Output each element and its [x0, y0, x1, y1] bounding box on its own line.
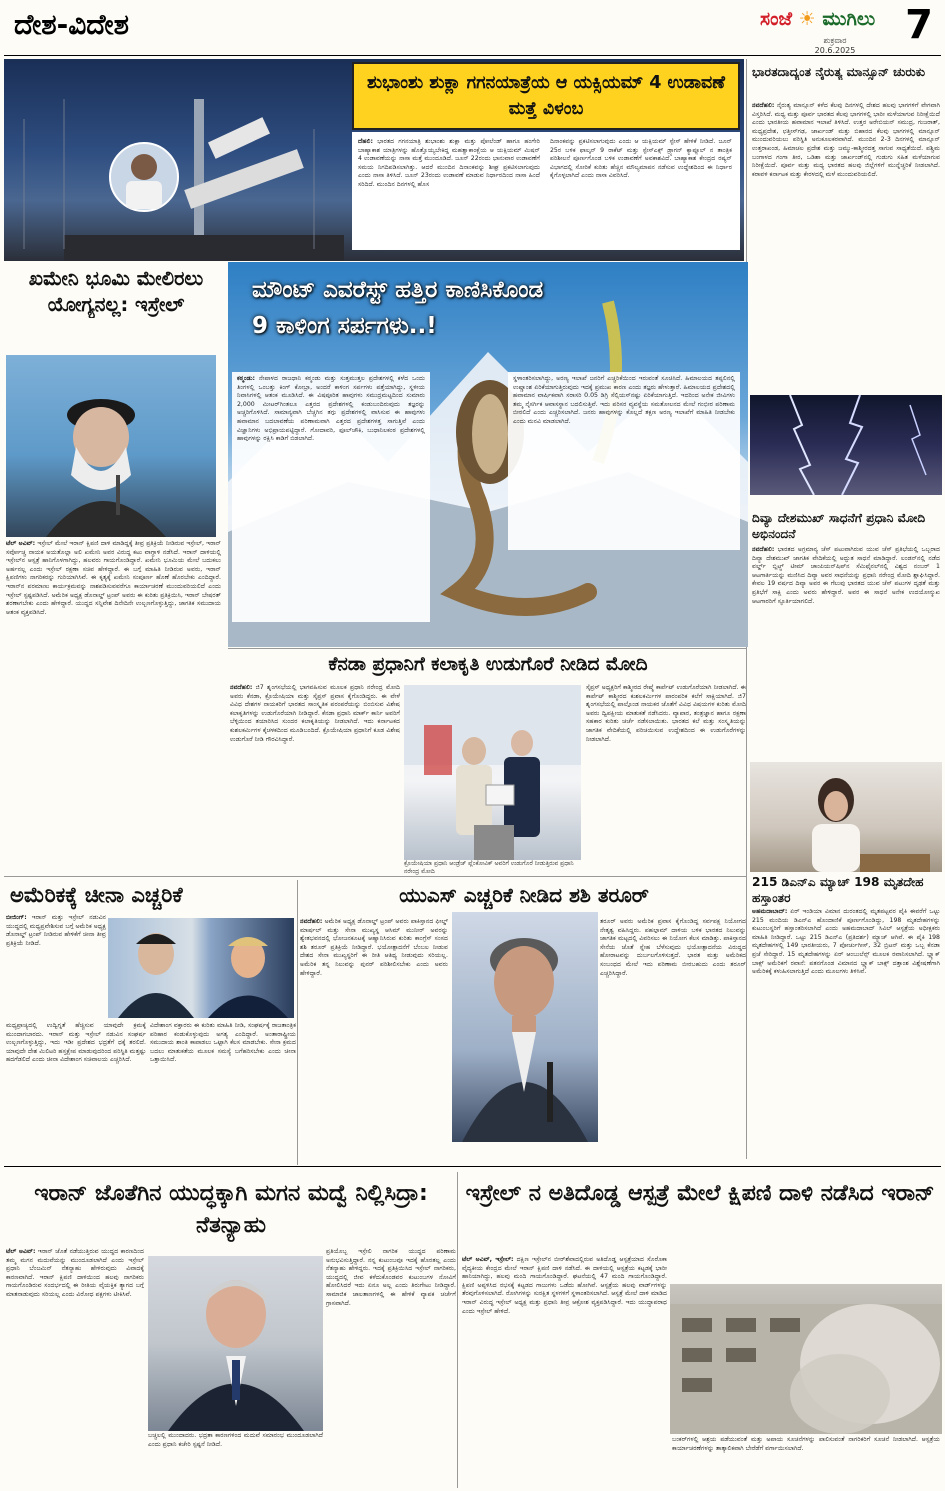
- netanyahu-illustration: [148, 1256, 323, 1431]
- divya-headline: ದಿವ್ಯಾ ದೇಶಮುಖ್ ಸಾಧನೆಗೆ ಪ್ರಧಾನಿ ಮೋದಿ ಅಭಿನಂದನೆ: [752, 511, 926, 541]
- masthead-logo: [760, 8, 905, 34]
- china-body-col1: ಮಧ್ಯಪ್ರಾಚ್ಯದಲ್ಲಿ ಉದ್ವಿಗ್ನತೆ ಹೆಚ್ಚಿಸುವ ಯಾವುದೇ ಕ್ರಮಕ್ಕೆ ಮುಂದಾಗಬಾರದು. ಇರಾನ್ ಮತ್ತು ಇಸ್ರೇಲ್ ನಡುವಿನ ಸಂಘರ್ಷ ಉಲ್ಬಣಗೊಳ್ಳುತ್ತಿದ್ದು, ಇದು ಇಡೀ ಪ್ರದೇಶದ ಭದ್ರತೆಗೆ ಧಕ್ಕೆ ತರಲಿದೆ. ಯಾವುದೇ ದೇಶ ಮಿಲಿಟರಿ ಹಸ್ತಕ್ಷೇಪ ಮಾಡುವುದರಿಂದ ಪರಿಸ್ಥಿತಿ ಮತ್ತಷ್ಟು ಹದಗೆಡಲಿದೆ ಎಂದು ಚೀನಾ ವಿದೇಶಾಂಗ ಸಚಿವಾಲಯ ಎಚ್ಚರಿಸಿದೆ.: [6, 1022, 146, 1064]
- hospital-body-left: ಟೆಲ್ ಅವಿವ್, ಇಸ್ರೇಲ್: ದಕ್ಷಿಣ ಇಸ್ರೇಲ್‌ನ ಬೀರ್‌ಶೆವಾದಲ್ಲಿರುವ ಅತಿದೊಡ್ಡ ಆಸ್ಪತ್ರೆಯಾದ ಸೊರೊಕಾ ವೈದ್ಯಕೀಯ ಕೇಂದ್ರದ ಮೇಲೆ ಇರಾನ್ ಕ್ಷಿಪಣಿ ದಾಳಿ ನಡೆಸಿದೆ. ಈ ದಾಳಿಯಲ್ಲಿ ಆಸ್ಪತ್ರೆಯ ಕಟ್ಟಡಕ್ಕೆ ಭಾರೀ ಹಾನಿಯಾಗಿದ್ದು, ಹಲವು ಮಂದಿ ಗಾಯಗೊಂಡಿದ್ದಾರೆ. ಘಟನೆಯಲ್ಲಿ 47 ಮಂದಿ ಗಾಯಗೊಂಡಿದ್ದಾರೆ. ಕ್ಷಿಪಣಿ ಅಪ್ಪಳಿಸಿದ ರಭಸಕ್ಕೆ ಕಟ್ಟಡದ ಗಾಜುಗಳು ಒಡೆದು ಹೋಗಿವೆ. ಆಸ್ಪತ್ರೆಯ ಹಲವು ವಾರ್ಡ್‌ಗಳನ್ನು ತೆರವುಗೊಳಿಸಲಾಗಿದೆ. ರೋಗಿಗಳನ್ನು ಸುರಕ್ಷಿತ ಸ್ಥಳಗಳಿಗೆ ಸ್ಥಳಾಂತರಿಸಲಾಗಿದೆ. ಆಸ್ಪತ್ರೆ ಮೇಲೆ ದಾಳಿ ಮಾಡಿದ ಇರಾನ್ ವಿರುದ್ಧ ಇಸ್ರೇಲ್ ಅಧ್ಯಕ್ಷ ಮತ್ತು ಪ್ರಧಾನಿ ತೀವ್ರ ಆಕ್ರೋಶ ವ್ಯಕ್ತಪಡಿಸಿದ್ದಾರೆ. ಇದು ಯುದ್ಧಾಪರಾಧ ಎಂದು ಇಸ್ರೇಲ್ ಹೇಳಿದೆ.: [462, 1256, 667, 1315]
- page-number: 7: [905, 2, 933, 48]
- logo-part1: ಸಂಜೆ: [760, 8, 793, 30]
- chess-player-photo: [750, 762, 942, 872]
- netanyahu-body-bottom: ಬಚ್ಚಲಲ್ಲಿ ಮುಂದಾದರು. ಭದ್ರತಾ ಕಾರಣಗಳಿಂದ ಮದುವೆ ಸಮಾರಂಭ ಮುಂದೂಡಲಾಗಿದೆ ಎಂದು ಪ್ರಧಾನಿ ಕಚೇರಿ ಸ್ಪಷ್ಟನೆ ನೀಡಿದೆ.: [148, 1432, 323, 1448]
- logo-part2: ಮುಗಿಲು: [822, 8, 876, 30]
- hospital-headline: ಇಸ್ರೇಲ್ ನ ಅತಿದೊಡ್ಡ ಆಸ್ಪತ್ರೆ ಮೇಲೆ ಕ್ಷಿಪಣಿ ದಾಳಿ ನಡೆಸಿದ ಇರಾನ್: [465, 1181, 935, 1206]
- divya-body: ನವದೆಹಲಿ: ಭಾರತದ ಅಗ್ರಮಾನ್ಯ ಚೆಸ್ ಪಟುವಾಗಿರುವ ಯುವ ಚೆಸ್ ಪ್ರತಿಭೆಯಲ್ಲಿ ಒಬ್ಬರಾದ ದಿವ್ಯಾ ದೇಶಮುಖ್ ಜಾಗತಿಕ ವೇದಿಕೆಯಲ್ಲಿ ಅದ್ಭುತ ಸಾಧನೆ ಮಾಡಿದ್ದಾರೆ. ಲಂಡನ್‌ನಲ್ಲಿ ನಡೆದ ವರ್ಲ್ಡ್ ಬ್ಲಿಟ್ಜ್ ಟೀಮ್ ಚಾಂಪಿಯನ್‌ಷಿಪ್‌ನ ಸೆಮಿಫೈನಲ್‌ನಲ್ಲಿ ವಿಶ್ವದ ನಂಬರ್ 1 ಆಟಗಾರ್ತಿಯನ್ನು ಮಣಿಸಿದ ದಿವ್ಯಾ ಅವರ ಸಾಧನೆಯನ್ನು ಪ್ರಧಾನಿ ನರೇಂದ್ರ ಮೋದಿ ಶ್ಲಾಘಿಸಿದ್ದಾರೆ. ಕೇವಲ 19 ವರ್ಷದ ದಿವ್ಯಾ ಅವರ ಈ ಗೆಲುವು ಭಾರತದ ಯುವ ಚೆಸ್ ಪಟುಗಳ ದೃಢತೆ ಮತ್ತು ಪ್ರತಿಭೆಗೆ ಸಾಕ್ಷಿ ಎಂದು ಅವರು ಹೇಳಿದ್ದಾರೆ. ಅವರ ಈ ಸಾಧನೆ ಅನೇಕ ಉದಯೋನ್ಮುಖ ಆಟಗಾರರಿಗೆ ಸ್ಫೂರ್ತಿಯಾಗಲಿದೆ.: [752, 546, 940, 605]
- khamenei-body: ಟೆಲ್ ಅವಿವ್: ಇಸ್ರೇಲ್ ಮೇಲೆ ಇರಾನ್ ಕ್ಷಿಪಣಿ ದಾಳಿ ಮಾಡಿದ್ದಕ್ಕೆ ತೀವ್ರ ಪ್ರತಿಕ್ರಿಯೆ ನೀಡಿರುವ ಇಸ್ರೇಲ್, ಇರಾನ್ ಸರ್ವೋಚ್ಚ ನಾಯಕ ಅಯತೊಲ್ಲಾ ಅಲಿ ಖಮೇನಿ ಅವರ ವಿರುದ್ಧ ಕಟು ವಾಗ್ದಾಳಿ ನಡೆಸಿದೆ. ಇರಾನ್ ದಾಳಿಯಲ್ಲಿ ಇಸ್ರೇಲ್‌ನ ಆಸ್ಪತ್ರೆ ಹಾನಿಗೊಳಗಾಗಿದ್ದು, ಹಲವರು ಗಾಯಗೊಂಡಿದ್ದಾರೆ. ಖಮೇನಿ ಭೂಮಿಯ ಮೇಲೆ ಬದುಕಲು ಅರ್ಹನಲ್ಲ ಎಂದು ಇಸ್ರೇಲ್ ರಕ್ಷಣಾ ಸಚಿವ ಹೇಳಿದ್ದಾರೆ. ಈ ಬಗ್ಗೆ ಮಾಹಿತಿ ನೀಡಿರುವ ಅವರು, ಇರಾನ್ ಕ್ಷಿಪಣಿಗಳು ನಾಗರಿಕರನ್ನು ಗುರಿಯಾಗಿಸಿವೆ. ಈ ಕೃತ್ಯಕ್ಕೆ ಖಮೇನಿ ಸಂಪೂರ್ಣ ಹೊಣೆ ಹೊರಬೇಕು ಎಂದಿದ್ದಾರೆ. ಇರಾನ್‌ನ ಪರಮಾಣು ಕಾರ್ಯಕ್ರಮವನ್ನು ನಾಶಪಡಿಸುವವರೆಗೂ ಕಾರ್ಯಾಚರಣೆ ಮುಂದುವರಿಯಲಿದೆ ಎಂದು ಇಸ್ರೇಲ್ ಸ್ಪಷ್ಟಪಡಿಸಿದೆ. ಅಮೆರಿಕ ಅಧ್ಯಕ್ಷ ಡೊನಾಲ್ಡ್ ಟ್ರಂಪ್ ಅವರು ಈ ಕುರಿತು ಪ್ರತಿಕ್ರಿಯಿಸಿ, ಇರಾನ್ ಬೇಷರತ್ ಶರಣಾಗಬೇಕು ಎಂದು ಹೇಳಿದ್ದಾರೆ. ಯುದ್ಧದ ಸನ್ನಿವೇಶ ದಿನೇದಿನೇ ಉಲ್ಬಣಗೊಳ್ಳುತ್ತಿದ್ದು, ಜಾಗತಿಕ ಸಮುದಾಯ ಆತಂಕ ವ್ಯಕ್ತಪಡಿಸಿದೆ.: [6, 540, 221, 616]
- xi-trump-photo: [108, 918, 294, 1018]
- section-rule: [228, 648, 746, 649]
- tharoor-headline: ಯುಎಸ್ ಎಚ್ಚರಿಕೆ ನೀಡಿದ ಶಶಿ ತರೂರ್: [399, 883, 649, 907]
- sun-icon: ☀: [798, 8, 816, 30]
- everest-body-left: ಕಠ್ಮಂಡು: ನೇಪಾಳದ ರಾಜಧಾನಿ ಕಠ್ಮಂಡು ಮತ್ತು ಸುತ್ತಮುತ್ತಲ ಪ್ರದೇಶಗಳಲ್ಲಿ ಕಳೆದ ಒಂದು ತಿಂಗಳಲ್ಲಿ ಒಂಬತ್ತು ಕಿಂಗ್ ಕೋಬ್ರಾ, ಅಂದರೆ ಕಾಳಿಂಗ ಸರ್ಪಗಳು ಪತ್ತೆಯಾಗಿದ್ದು, ಸ್ಥಳೀಯ ನಿವಾಸಿಗಳಲ್ಲಿ ಆತಂಕ ಮೂಡಿಸಿದೆ. ಈ ವಿಷಪೂರಿತ ಹಾವುಗಳು ಸಮುದ್ರಮಟ್ಟದಿಂದ ಸುಮಾರು 2,000 ಮೀಟರ್‌ಗಿಂತಲೂ ಎತ್ತರದ ಪ್ರದೇಶಗಳಲ್ಲಿ ಕಂಡುಬಂದಿರುವುದು ತಜ್ಞರನ್ನು ಅಚ್ಚರಿಗೊಳಿಸಿದೆ. ಸಾಮಾನ್ಯವಾಗಿ ಬೆಚ್ಚಗಿನ ತಗ್ಗು ಪ್ರದೇಶಗಳಲ್ಲಿ ವಾಸಿಸುವ ಈ ಹಾವುಗಳು ಹವಾಮಾನ ಬದಲಾವಣೆಯ ಪರಿಣಾಮವಾಗಿ ಎತ್ತರದ ಪ್ರದೇಶಗಳತ್ತ ಸಾಗುತ್ತಿವೆ ಎಂದು ವಿಜ್ಞಾನಿಗಳು ಅಭಿಪ್ರಾಯಪಟ್ಟಿದ್ದಾರೆ. ಗೋದಾವರಿ, ಫೂಲ್‌ಚೌಕಿ, ಬುಧಾನಿಲಕಂಠ ಪ್ರದೇಶಗಳಲ್ಲಿ ಹಾವುಗಳನ್ನು ರಕ್ಷಿಸಿ ಕಾಡಿಗೆ ಬಿಡಲಾಗಿದೆ.: [232, 372, 430, 622]
- dna-body: ಅಹಮದಾಬಾದ್: ಏರ್ ಇಂಡಿಯಾ ವಿಮಾನ ದುರಂತದಲ್ಲಿ ಮೃತಪಟ್ಟವರ ಪೈಕಿ ಈವರೆಗೆ ಒಟ್ಟು 215 ಮಂದಿಯ ಡಿಎನ್‌ಎ ಹೊಂದಾಣಿಕೆ ಪೂರ್ಣಗೊಂಡಿದ್ದು, 198 ಮೃತದೇಹಗಳನ್ನು ಕುಟುಂಬಸ್ಥರಿಗೆ ಹಸ್ತಾಂತರಿಸಲಾಗಿದೆ ಎಂದು ಅಹಮದಾಬಾದ್ ಸಿವಿಲ್ ಆಸ್ಪತ್ರೆಯ ಅಧೀಕ್ಷಕರು ಮಾಹಿತಿ ನೀಡಿದ್ದಾರೆ. ಒಟ್ಟು 215 ಡಿಎನ್‌ಎ (ಪ್ರತಿದರ್ಶ) ಮ್ಯಾಚ್ ಆಗಿವೆ. ಈ ಪೈಕಿ 198 ಮೃತದೇಹಗಳಲ್ಲಿ 149 ಭಾರತೀಯರು, 7 ಪೋರ್ಚುಗೀಸ್, 32 ಬ್ರಿಟನ್ ಮತ್ತು ಒಬ್ಬ ಕೆನಡಾ ಪ್ರಜೆ ಸೇರಿದ್ದಾರೆ. 15 ಮೃತದೇಹಗಳನ್ನು ಏರ್ ಆಂಬುಲೆನ್ಸ್ ಮೂಲಕ ರವಾನಿಸಲಾಗಿದೆ. ಬ್ಲ್ಯಾಕ್ ಬಾಕ್ಸ್ ಅಮೆರಿಕಗೆ ರವಾನೆ: ಪತನಗೊಂಡ ವಿಮಾನದ ಬ್ಲ್ಯಾಕ್ ಬಾಕ್ಸ್ ದತ್ತಾಂಶ ವಿಶ್ಲೇಷಣೆಗಾಗಿ ಅಮೆರಿಕಕ್ಕೆ ಕಳುಹಿಸಲಾಗುತ್ತಿದೆ ಎಂದು ಮೂಲಗಳು ತಿಳಿಸಿವೆ.: [752, 908, 940, 976]
- section-rule: [4, 1166, 941, 1167]
- everest-headline-line1: ಮೌಂಟ್ ಎವರೆಸ್ಟ್ ಹತ್ತಿರ ಕಾಣಿಸಿಕೊಂಡ: [252, 277, 544, 303]
- lightning-storm-photo: [750, 395, 942, 495]
- netanyahu-headline: ಇರಾನ್ ಜೊತೆಗಿನ ಯುದ್ಧಕ್ಕಾಗಿ ಮಗನ ಮದ್ವೆ ನಿಲ್ಲಿಸಿದ್ರಾ: ನೆತನ್ಯಾಹು: [34, 1181, 428, 1238]
- china-body-intro: ಬೀಜಿಂಗ್: ಇರಾನ್ ಮತ್ತು ಇಸ್ರೇಲ್ ನಡುವಿನ ಯುದ್ಧದಲ್ಲಿ ಮಧ್ಯಪ್ರವೇಶಿಸುವ ಬಗ್ಗೆ ಅಮೆರಿಕ ಅಧ್ಯಕ್ಷ ಡೊನಾಲ್ಡ್ ಟ್ರಂಪ್ ನೀಡಿರುವ ಹೇಳಿಕೆಗೆ ಚೀನಾ ತೀವ್ರ ಪ್ರತಿಕ್ರಿಯೆ ನೀಡಿದೆ.: [6, 914, 106, 947]
- section-rule: [4, 876, 746, 877]
- column-rule: [297, 880, 298, 1165]
- tharoor-illustration: [452, 912, 598, 1142]
- china-body-col2: ವಿದೇಶಾಂಗ ವಕ್ತಾರರು ಈ ಕುರಿತು ಮಾಹಿತಿ ನೀಡಿ, ಸಂಘರ್ಷಕ್ಕೆ ರಾಜತಾಂತ್ರಿಕ ಪರಿಹಾರ ಕಂಡುಕೊಳ್ಳುವುದು ಅಗತ್ಯ ಎಂದಿದ್ದಾರೆ. ಅಂತಾರಾಷ್ಟ್ರೀಯ ಸಮುದಾಯ ಶಾಂತಿ ಕಾಪಾಡಲು ಒಟ್ಟಾಗಿ ಕೆಲಸ ಮಾಡಬೇಕು. ಸೇನಾ ಕ್ರಮದ ಬದಲು ಮಾತುಕತೆಯ ಮೂಲಕ ಸಮಸ್ಯೆ ಬಗೆಹರಿಸಬೇಕು ಎಂದು ಚೀನಾ ಒತ್ತಾಯಿಸಿದೆ.: [150, 1022, 296, 1064]
- netanyahu-photo: [148, 1256, 323, 1431]
- canada-headline: ಕೆನಡಾ ಪ್ರಧಾನಿಗೆ ಕಲಾಕೃತಿ ಉಡುಗೊರೆ ನೀಡಿದ ಮೋದಿ: [328, 654, 648, 675]
- monsoon-headline: ಭಾರತದಾದ್ಯಂತ ನೈರುತ್ಯ ಮಾನ್ಸೂನ್ ಚುರುಕು: [752, 65, 926, 79]
- damaged-hospital-photo: [670, 1284, 942, 1434]
- dna-headline: 215 ಡಿಎನ್‌ಎ ಮ್ಯಾಚ್ 198 ಮೃತದೇಹ ಹಸ್ತಾಂತರ: [752, 875, 924, 905]
- china-headline: ಅಮೆರಿಕಕ್ಕೆ ಚೀನಾ ಎಚ್ಚರಿಕೆ: [10, 883, 183, 907]
- canada-body-left: ನವದೆಹಲಿ: ಜಿ7 ಶೃಂಗಸಭೆಯಲ್ಲಿ ಭಾಗವಹಿಸುವ ಮೂಲಕ ಪ್ರಧಾನಿ ನರೇಂದ್ರ ಮೋದಿ ಅವರು ಕೆನಡಾ, ಕ್ರೊಯೇಷಿಯಾ ಮತ್ತು ಸೈಪ್ರಸ್ ಪ್ರವಾಸ ಕೈಗೊಂಡಿದ್ದರು. ಈ ವೇಳೆ ವಿವಿಧ ದೇಶಗಳ ನಾಯಕರಿಗೆ ಭಾರತದ ಸಾಂಸ್ಕೃತಿಕ ಪರಂಪರೆಯನ್ನು ಬಿಂಬಿಸುವ ವಿಶೇಷ ಕಲಾಕೃತಿಗಳನ್ನು ಉಡುಗೊರೆಯಾಗಿ ನೀಡಿದ್ದಾರೆ. ಕೆನಡಾ ಪ್ರಧಾನಿ ಮಾರ್ಕ್ ಕಾರ್ನಿ ಅವರಿಗೆ ಬೆಳ್ಳಿಯಿಂದ ತಯಾರಿಸಿದ ಸುಂದರ ಕಲಾಕೃತಿಯನ್ನು ನೀಡಲಾಗಿದೆ. ಇದು ಕರ್ನಾಟಕದ ಕುಶಲಕರ್ಮಿಗಳ ಕೈಚಳಕದಿಂದ ಮೂಡಿಬಂದಿದೆ. ಕ್ರೊಯೇಷಿಯಾ ಪ್ರಧಾನಿಗೆ ಕೂಡ ವಿಶೇಷ ಉಡುಗೊರೆ ನೀಡಿ ಗೌರವಿಸಿದ್ದಾರೆ.: [230, 684, 400, 743]
- chess-player-illustration: [750, 762, 942, 872]
- section-title: ದೇಶ-ವಿದೇಶ: [14, 8, 129, 41]
- everest-body-right: ಸ್ಥಳಾಂತರಿಸಲಾಗಿದ್ದು, ಅರಣ್ಯ ಇಲಾಖೆ ಜನರಿಗೆ ಎಚ್ಚರಿಕೆಯಿಂದ ಇರುವಂತೆ ಸೂಚಿಸಿದೆ. ಹಿಮಾಲಯದ ತಪ್ಪಲಿನಲ್ಲಿ ಉಷ್ಣಾಂಶ ಏರಿಕೆಯಾಗುತ್ತಿರುವುದು ಇದಕ್ಕೆ ಪ್ರಮುಖ ಕಾರಣ ಎಂದು ತಜ್ಞರು ಹೇಳುತ್ತಾರೆ. ಹಿಮಾಲಯದ ಪ್ರದೇಶದಲ್ಲಿ ಹವಾಮಾನ ವಾರ್ಷಿಕವಾಗಿ ಸರಾಸರಿ 0.05 ಡಿಗ್ರಿ ಸೆಲ್ಸಿಯಸ್‌ನಷ್ಟು ಏರಿಕೆಯಾಗುತ್ತಿದೆ. ಇದರಿಂದ ಅನೇಕ ಜೀವಿಗಳು ತಮ್ಮ ನೈಸರ್ಗಿಕ ಆವಾಸಸ್ಥಾನ ಬದಲಿಸುತ್ತಿವೆ. ಇದು ಪರಿಸರ ವ್ಯವಸ್ಥೆಯ ಸಮತೋಲನದ ಮೇಲೆ ಗಂಭೀರ ಪರಿಣಾಮ ಬೀರಲಿದೆ ಎಂದು ಎಚ್ಚರಿಸಲಾಗಿದೆ. ಜನರು ಹಾವುಗಳನ್ನು ಕೊಲ್ಲದೆ ತಕ್ಷಣ ಅರಣ್ಯ ಇಲಾಖೆಗೆ ಮಾಹಿತಿ ನೀಡಬೇಕು ಎಂದು ಮನವಿ ಮಾಡಲಾಗಿದೆ.: [508, 372, 740, 550]
- canada-photo-caption: ಕ್ರೊಯೇಷಿಯಾ ಪ್ರಧಾನಿ ಆಂಡ್ರೆಜ್ ಪ್ಲೆಂಕೋವಿಕ್ ಅವರಿಗೆ ಉಡುಗೊರೆ ನೀಡುತ್ತಿರುವ ಪ್ರಧಾನಿ ನರೇಂದ್ರ ಮೋದಿ: [404, 860, 574, 875]
- day-label: ಶುಕ್ರವಾರ: [823, 36, 847, 45]
- khamenei-headline: ಖಮೇನಿ ಭೂಮಿ ಮೇಲಿರಲು ಯೋಗ್ಯನಲ್ಲ: ಇಸ್ರೇಲ್: [28, 267, 204, 316]
- header-rule: [4, 55, 941, 56]
- khamenei-photo: [6, 355, 216, 537]
- modi-gift-illustration: [404, 685, 581, 860]
- hospital-body-right: ಬಂಕರ್‌ಗಳಲ್ಲಿ ಆಶ್ರಯ ಪಡೆಯುವಂತೆ ಮತ್ತು ಅಪಾಯ ಸೂಚನೆಗಳನ್ನು ಪಾಲಿಸುವಂತೆ ನಾಗರಿಕರಿಗೆ ಸೂಚನೆ ನೀಡಲಾಗಿದೆ. ಆಸ್ಪತ್ರೆಯ ಕಾರ್ಯಾಚರಣೆಗಳನ್ನು ತಾತ್ಕಾಲಿಕವಾಗಿ ಬೇರೆಡೆಗೆ ವರ್ಗಾಯಿಸಲಾಗಿದೆ.: [672, 1436, 940, 1452]
- hero-headline: ಶುಭಾಂಶು ಶುಕ್ಲಾ ಗಗನಯಾತ್ರೆಯ ಆ ಯಕ್ಸಿಯಮ್ 4 ಉಡಾವಣೆ ಮತ್ತೆ ವಿಳಂಬ: [352, 62, 740, 130]
- date-label: 20.6.2025: [814, 46, 856, 55]
- canada-body-right: ಸೈಪ್ರಸ್ ಅಧ್ಯಕ್ಷರಿಗೆ ಕಾಶ್ಮೀರದ ರೇಷ್ಮೆ ಕಾರ್ಪೆಟ್ ಉಡುಗೊರೆಯಾಗಿ ನೀಡಲಾಗಿದೆ. ಈ ಕಾರ್ಪೆಟ್ ಕಾಶ್ಮೀರದ ಕುಶಲಕರ್ಮಿಗಳ ಪಾರಂಪರಿಕ ಕಲೆಗೆ ಸಾಕ್ಷಿಯಾಗಿದೆ. ಜಿ7 ಶೃಂಗಸಭೆಯಲ್ಲಿ ಪಾಲ್ಗೊಂಡ ನಾಯಕರ ಜೊತೆಗೆ ವಿವಿಧ ವಿಷಯಗಳ ಕುರಿತು ಮೋದಿ ಅವರು ದ್ವಿಪಕ್ಷೀಯ ಮಾತುಕತೆ ನಡೆಸಿದರು. ವ್ಯಾಪಾರ, ತಂತ್ರಜ್ಞಾನ ಹಾಗೂ ರಕ್ಷಣಾ ಸಹಕಾರ ಕುರಿತು ಚರ್ಚೆ ನಡೆಸಲಾಯಿತು. ಭಾರತದ ಕಲೆ ಮತ್ತು ಸಂಸ್ಕೃತಿಯನ್ನು ಜಾಗತಿಕ ವೇದಿಕೆಯಲ್ಲಿ ಪರಿಚಯಿಸುವ ಉದ್ದೇಶದಿಂದ ಈ ಉಡುಗೊರೆಗಳನ್ನು ನೀಡಲಾಗಿದೆ.: [586, 684, 746, 743]
- lightning-illustration: [750, 395, 942, 495]
- everest-headline-line2: 9 ಕಾಳಿಂಗ ಸರ್ಪಗಳು..!: [252, 313, 437, 339]
- xi-trump-illustration: [108, 918, 294, 1018]
- monsoon-body: ನವದೆಹಲಿ: ನೈರುತ್ಯ ಮಾನ್ಸೂನ್ ಕಳೆದ ಕೆಲವು ದಿನಗಳಲ್ಲಿ ದೇಶದ ಹಲವು ಭಾಗಗಳಿಗೆ ವೇಗವಾಗಿ ವಿಸ್ತರಿಸಿದೆ. ಮಧ್ಯ ಮತ್ತು ಪೂರ್ವ ಭಾರತದ ಕೆಲವು ಭಾಗಗಳಲ್ಲಿ ಭಾರೀ ಮಳೆಯಾಗುವ ನಿರೀಕ್ಷೆಯಿದೆ ಎಂದು ಭಾರತೀಯ ಹವಾಮಾನ ಇಲಾಖೆ ತಿಳಿಸಿದೆ. ಉತ್ತರ ಅರೇಬಿಯನ್ ಸಮುದ್ರ, ಗುಜರಾತ್, ಮಧ್ಯಪ್ರದೇಶ, ಛತ್ತೀಸ್‌ಗಢ, ಜಾರ್ಖಂಡ್ ಮತ್ತು ಬಿಹಾರದ ಕೆಲವು ಭಾಗಗಳಲ್ಲಿ ಮಾನ್ಸೂನ್ ಮುಂದುವರಿಯಲು ಪರಿಸ್ಥಿತಿ ಅನುಕೂಲಕರವಾಗಿದೆ. ಮುಂದಿನ 2-3 ದಿನಗಳಲ್ಲಿ ಮಾನ್ಸೂನ್ ಉತ್ತರಾಖಂಡ, ಹಿಮಾಚಲ ಪ್ರದೇಶ ಮತ್ತು ಜಮ್ಮು-ಕಾಶ್ಮೀರದತ್ತ ಸಾಗುವ ಸಾಧ್ಯತೆಯಿದೆ. ಪಶ್ಚಿಮ ಬಂಗಾಳದ ಗಂಗಾ ತೀರ, ಒಡಿಶಾ ಮತ್ತು ಜಾರ್ಖಂಡ್‌ನಲ್ಲಿ ಗುಡುಗು ಸಹಿತ ಮಳೆಯಾಗುವ ನಿರೀಕ್ಷೆಯಿದೆ. ಪೂರ್ವ ಮತ್ತು ಮಧ್ಯ ಭಾರತದ ಹಲವು ಜಿಲ್ಲೆಗಳಿಗೆ ಮುನ್ನೆಚ್ಚರಿಕೆ ನೀಡಲಾಗಿದೆ. ಕರಾವಳಿ ಕರ್ನಾಟಕ ಮತ್ತು ಕೇರಳದಲ್ಲಿ ಮಳೆ ಮುಂದುವರಿಯಲಿದೆ.: [752, 102, 940, 178]
- damaged-building-illustration: [670, 1284, 942, 1434]
- modi-gift-photo: [404, 685, 581, 860]
- everest-headline: [232, 272, 742, 344]
- hero-body-col2: ದಿನಾಂಕವನ್ನು ಪ್ರಕಟಿಸಲಾಗುವುದು ಎಂದು ಆ ಯಕ್ಸಿಯಮ್ ಸ್ಪೇಸ್ ಹೇಳಿಕೆ ನೀಡಿದೆ. ಜೂನ್ 25ರ ಬಳಿಕ ಫಾಲ್ಕನ್ 9 ರಾಕೆಟ್ ಮತ್ತು ಸ್ಪೇಸ್‌ಎಕ್ಸ್ ಡ್ರ್ಯಾಗನ್ ಕ್ಯಾಪ್ಸೂಲ್ ನ ತಾಂತ್ರಿಕ ಪರಿಶೀಲನೆ ಪೂರ್ಣಗೊಂಡ ಬಳಿಕ ಉಡಾವಣೆಗೆ ಅವಕಾಶವಿದೆ. ಬಾಹ್ಯಾಕಾಶ ಕೇಂದ್ರದ ರಷ್ಯನ್ ವಿಭಾಗದಲ್ಲಿ ಸೋರಿಕೆ ಕುರಿತು ಹೆಚ್ಚಿನ ಮೌಲ್ಯಮಾಪನ ನಡೆಸುವ ಉದ್ದೇಶದಿಂದ ಈ ನಿರ್ಧಾರ ಕೈಗೊಳ್ಳಲಾಗಿದೆ ಎಂದು ನಾಸಾ ವಿವರಿಸಿದೆ.: [550, 138, 732, 180]
- netanyahu-body-left: ಟೆಲ್ ಅವಿವ್: ಇರಾನ್ ಜೊತೆ ನಡೆಯುತ್ತಿರುವ ಯುದ್ಧದ ಕಾರಣದಿಂದ ತಮ್ಮ ಮಗನ ಮದುವೆಯನ್ನು ಮುಂದೂಡಲಾಗಿದೆ ಎಂದು ಇಸ್ರೇಲ್ ಪ್ರಧಾನಿ ಬೆಂಜಮಿನ್ ನೆತನ್ಯಾಹು ಹೇಳಿರುವುದು ವಿವಾದಕ್ಕೆ ಕಾರಣವಾಗಿದೆ. ಇರಾನ್ ಕ್ಷಿಪಣಿ ದಾಳಿಯಿಂದ ಹಲವು ನಾಗರಿಕರು ಗಾಯಗೊಂಡಿರುವ ಸಂದರ್ಭದಲ್ಲಿ ಈ ರೀತಿಯ ವೈಯಕ್ತಿಕ ತ್ಯಾಗದ ಬಗ್ಗೆ ಮಾತನಾಡುವುದು ಸರಿಯಲ್ಲ ಎಂದು ವಿರೋಧ ಪಕ್ಷಗಳು ಟೀಕಿಸಿವೆ.: [6, 1248, 144, 1298]
- column-rule: [457, 1172, 458, 1488]
- hero-body: [352, 132, 740, 250]
- khamenei-illustration: [6, 355, 216, 537]
- masthead-date: [775, 36, 895, 56]
- netanyahu-body-right: ಪ್ರತಿಯೊಬ್ಬ ಇಸ್ರೇಲಿ ನಾಗರಿಕ ಯುದ್ಧದ ಪರಿಣಾಮ ಅನುಭವಿಸುತ್ತಿದ್ದಾರೆ. ನನ್ನ ಕುಟುಂಬವೂ ಇದಕ್ಕೆ ಹೊರತಲ್ಲ ಎಂದು ನೆತನ್ಯಾಹು ಹೇಳಿದ್ದರು. ಇದಕ್ಕೆ ಪ್ರತಿಕ್ರಿಯಿಸಿದ ಇಸ್ರೇಲ್ ನಾಗರಿಕರು, ಯುದ್ಧದಲ್ಲಿ ಜೀವ ಕಳೆದುಕೊಂಡವರ ಕುಟುಂಬಗಳ ನೋವಿಗೆ ಹೋಲಿಸಿದರೆ ಇದು ಏನೂ ಅಲ್ಲ ಎಂದು ತಿರುಗೇಟು ನೀಡಿದ್ದಾರೆ. ಸಾಮಾಜಿಕ ಜಾಲತಾಣಗಳಲ್ಲಿ ಈ ಹೇಳಿಕೆ ವ್ಯಾಪಕ ಚರ್ಚೆಗೆ ಗ್ರಾಸವಾಗಿದೆ.: [326, 1248, 456, 1307]
- tharoor-body-left: ನವದೆಹಲಿ: ಅಮೆರಿಕ ಅಧ್ಯಕ್ಷ ಡೊನಾಲ್ಡ್ ಟ್ರಂಪ್ ಅವರು ಪಾಕಿಸ್ತಾನದ ಫೀಲ್ಡ್ ಮಾರ್ಷಲ್ ಮತ್ತು ಸೇನಾ ಮುಖ್ಯಸ್ಥ ಆಸಿಮ್ ಮುನೀರ್ ಅವರನ್ನು ಶ್ವೇತಭವನದಲ್ಲಿ ಭೋಜನಕೂಟಕ್ಕೆ ಆಹ್ವಾನಿಸಿರುವ ಕುರಿತು ಕಾಂಗ್ರೆಸ್ ಸಂಸದ ಶಶಿ ತರೂರ್ ಪ್ರತಿಕ್ರಿಯೆ ನೀಡಿದ್ದಾರೆ. ಭಯೋತ್ಪಾದನೆಗೆ ಬೆಂಬಲ ನೀಡುವ ದೇಶದ ಸೇನಾ ಮುಖ್ಯಸ್ಥರಿಗೆ ಈ ರೀತಿ ಆತಿಥ್ಯ ನೀಡುವುದು ಸರಿಯಲ್ಲ. ಅಮೆರಿಕ ತನ್ನ ನಿಲುವನ್ನು ಪುನರ್ ಪರಿಶೀಲಿಸಬೇಕು ಎಂದು ಅವರು ಹೇಳಿದ್ದಾರೆ.: [300, 918, 448, 977]
- hero-body-col1: ದೆಹಲಿ: ಭಾರತದ ಗಗನಯಾತ್ರಿ ಶುಭಾಂಶು ಶುಕ್ಲಾ ಮತ್ತು ಪೋಲೆಂಡ್ ಹಾಗೂ ಹಂಗೇರಿ ಬಾಹ್ಯಾಕಾಶ ಯಾತ್ರಿಗಳನ್ನು ಹೊತ್ತೊಯ್ಯಬೇಕಿದ್ದ ಮಹತ್ವಾಕಾಂಕ್ಷೆಯ ಆ ಯಕ್ಸಿಯಮ್ ಮಿಷನ್ 4 ಉಡಾವಣೆಯನ್ನು ನಾಸಾ ಮತ್ತೆ ಮುಂದೂಡಿದೆ. ಜೂನ್ 22ರಂದು ಭಾನುವಾರ ಉಡಾವಣೆಗೆ ಸಮಯ ನಿಗದಿಪಡಿಸಲಾಗಿತ್ತು. ಆದರೆ ಮುಂದಿನ ದಿನಾಂಕವನ್ನು ಶೀಘ್ರ ಪ್ರಕಟಿಸಲಾಗುವುದು ಎಂದು ನಾಸಾ ತಿಳಿಸಿದೆ. ಜೂನ್ 23ರಂದು ಉಡಾವಣೆ ಮಾಡುವ ನಿರ್ಧಾರದಿಂದ ನಾಸಾ ಹಿಂದೆ ಸರಿದಿದೆ. ಮುಂದಿನ ದಿನಗಳಲ್ಲಿ ಹೊಸ: [358, 138, 540, 188]
- tharoor-photo: [452, 912, 598, 1142]
- tharoor-body-right: ತರೂರ್ ಅವರು ಅಮೆರಿಕ ಪ್ರವಾಸ ಕೈಗೊಂಡಿದ್ದ ಸರ್ವಪಕ್ಷ ನಿಯೋಗದ ನೇತೃತ್ವ ವಹಿಸಿದ್ದರು. ಪಹಲ್ಗಾಮ್ ದಾಳಿಯ ಬಳಿಕ ಭಾರತದ ನಿಲುವನ್ನು ಜಾಗತಿಕ ಮಟ್ಟದಲ್ಲಿ ವಿವರಿಸಲು ಈ ನಿಯೋಗ ಕೆಲಸ ಮಾಡಿತ್ತು. ಪಾಕಿಸ್ತಾನದ ಸೇನೆಯ ಜೊತೆ ಸ್ನೇಹ ಬೆಳೆಸುವುದು ಭಯೋತ್ಪಾದನೆಯ ವಿರುದ್ಧದ ಹೋರಾಟವನ್ನು ದುರ್ಬಲಗೊಳಿಸುತ್ತದೆ. ಭಾರತ ಮತ್ತು ಅಮೆರಿಕದ ಸಂಬಂಧದ ಮೇಲೆ ಇದು ಪರಿಣಾಮ ಬೀರಬಹುದು ಎಂದು ತರೂರ್ ಎಚ್ಚರಿಸಿದ್ದಾರೆ.: [600, 918, 746, 977]
